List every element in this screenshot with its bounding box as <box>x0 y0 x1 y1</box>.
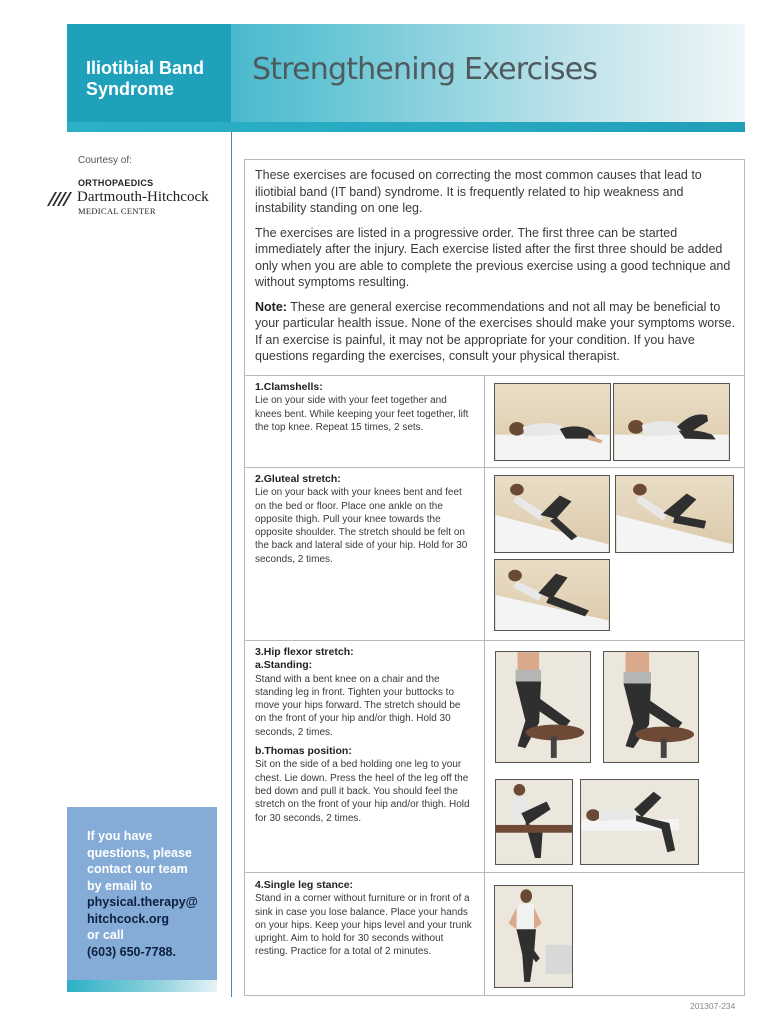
contact-email-line2[interactable]: hitchcock.org <box>87 911 169 926</box>
note-paragraph <box>255 299 737 365</box>
clamshells-photo-2 <box>613 383 730 461</box>
exercise-hip-flexor-stretch <box>255 646 473 825</box>
exercise-clamshells <box>255 381 473 434</box>
exercise-title: 1.Clamshells: <box>255 381 323 393</box>
header-accent-strip <box>67 122 745 132</box>
exercise-title: 2.Gluteal stretch: <box>255 473 341 485</box>
exercise-instructions: Lie on your back with your knees bent and feet on the bed or floor. Place one ankle on the opposite thigh. Pull your knee towards the opposite shoulder. The stretch should be felt on the back and lateral side of your hip. Hold for 30 seconds, 2 times. <box>255 487 468 565</box>
contact-line: If you have <box>87 829 153 843</box>
logo-department: ORTHOPAEDICS <box>78 178 154 188</box>
exercise-title: 3.Hip flexor stretch: <box>255 646 354 658</box>
contact-line: questions, please <box>87 845 192 860</box>
contact-line: contact our team <box>87 862 188 876</box>
contact-phone: (603) 650-7788. <box>87 944 176 959</box>
exercise-instructions-standing: Stand with a bent knee on a chair and the standing leg in front. Tighten your buttocks to move your hips forward. The stretch should be on the front of your hip and/or thigh. Hold 30 seconds, 2 times. <box>255 673 461 738</box>
sidebar-divider <box>231 132 232 997</box>
contact-accent-strip <box>67 980 217 992</box>
hip-flexor-standing-photo-1 <box>495 651 591 763</box>
exercise-title: 4.Single leg stance: <box>255 879 354 891</box>
single-leg-stance-photo <box>494 885 573 988</box>
table-row-divider <box>244 640 745 641</box>
hip-flexor-standing-photo-2 <box>603 651 699 763</box>
dartmouth-hitchcock-logo <box>45 178 225 218</box>
document-code: 201307-234 <box>690 1001 736 1011</box>
exercise-single-leg-stance <box>255 879 473 959</box>
exercise-instructions: Lie on your side with your feet together and knees bent. While keeping your feet together, lift the top knee. Repeat 15 times, 2 sets. <box>255 395 469 433</box>
intro-section <box>255 167 737 373</box>
table-row-divider <box>244 375 745 376</box>
exercise-instructions-thomas: Sit on the side of a bed holding one leg to your chest. Lie down. Press the heel of the leg off the bed down and pull it back. You should feel the stretch on the front of your hip and/or thigh. Hold for 30 seconds, 2 times. <box>255 759 470 824</box>
topic-title-line2: Syndrome <box>86 79 175 99</box>
courtesy-label: Courtesy of: <box>78 155 132 166</box>
exercise-subtitle-thomas: b.Thomas position: <box>255 745 352 758</box>
logo-stripes-icon <box>45 188 75 208</box>
contact-line: or call <box>87 928 124 942</box>
table-row-divider <box>244 872 745 873</box>
note-label: Note: <box>255 299 287 314</box>
contact-text <box>87 828 215 960</box>
intro-paragraph: The exercises are listed in a progressive order. The first three can be started immediately after the injury. Each exercise listed after the first three should be added only when you are able to complete the previous exercise using a good technique and without symptoms resulting. <box>255 225 731 289</box>
contact-line: by email to <box>87 878 153 893</box>
table-row-divider <box>244 467 745 468</box>
hip-flexor-thomas-photo-2 <box>580 779 699 865</box>
exercise-instructions: Stand in a corner without furniture or in front of a sink in case you lose balance. Place your hands on your hips. Keep your hips level and your trunk upright. Aim to hold for 30 seconds without resting. Practice for a total of 2 minutes. <box>255 893 472 958</box>
note-text: These are general exercise recommendations and not all may be beneficial to your particular health issue. None of the exercises should make your symptoms worse. If an exercise is painful, it may not be appropriate for your condition. If you have questions regarding the exercises, consult your physical therapist. <box>255 299 736 363</box>
topic-title-line1: Iliotibial Band <box>86 58 205 78</box>
exercise-subtitle-standing: a.Standing: <box>255 659 313 672</box>
table-column-divider <box>484 375 485 996</box>
logo-name: Dartmouth-Hitchcock <box>77 189 209 205</box>
logo-subname: MEDICAL CENTER <box>78 206 156 216</box>
hip-flexor-thomas-photo-1 <box>495 779 573 865</box>
gluteal-stretch-photo-2 <box>615 475 734 553</box>
page-title: Strengthening Exercises <box>252 52 598 87</box>
document-topic-title <box>86 58 226 100</box>
exercise-gluteal-stretch <box>255 473 473 566</box>
clamshells-photo-1 <box>494 383 611 461</box>
intro-paragraph: These exercises are focused on correcting the most common causes that lead to iliotibial band (IT band) syndrome. It is frequently related to hip weakness and instability standing on one leg. <box>255 168 702 215</box>
contact-email-line1[interactable]: physical.therapy@ <box>87 895 198 909</box>
gluteal-stretch-photo-3 <box>494 559 610 631</box>
gluteal-stretch-photo-1 <box>494 475 610 553</box>
